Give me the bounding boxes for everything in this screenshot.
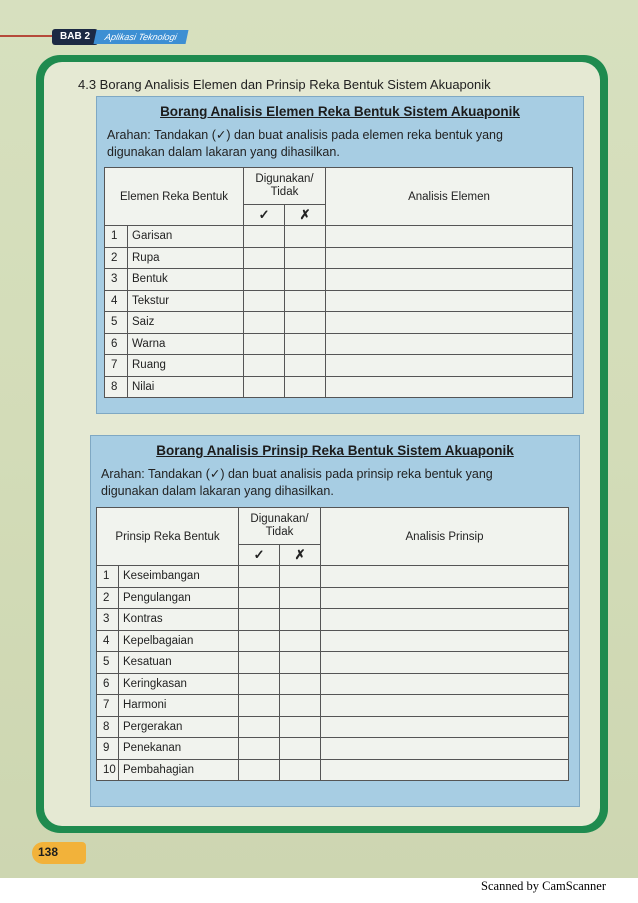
analysis-header: Analisis Prinsip xyxy=(321,508,569,566)
table-row xyxy=(105,355,573,377)
analysis-cell[interactable] xyxy=(321,587,569,609)
analysis-cell[interactable] xyxy=(326,355,573,377)
not-used-cell[interactable] xyxy=(280,609,321,631)
used-cell[interactable] xyxy=(244,376,285,398)
analysis-cell[interactable] xyxy=(326,333,573,355)
element-form-title: Borang Analisis Elemen Reka Bentuk Sistem Akuaponik xyxy=(160,104,520,119)
analysis-cell[interactable] xyxy=(321,759,569,781)
row-number: 8 xyxy=(105,376,128,398)
row-label: Kontras xyxy=(119,609,239,631)
table-row xyxy=(97,609,569,631)
row-number: 1 xyxy=(97,566,119,588)
analysis-cell[interactable] xyxy=(321,716,569,738)
table-row xyxy=(105,269,573,291)
row-number: 2 xyxy=(105,247,128,269)
analysis-cell[interactable] xyxy=(321,695,569,717)
table-row xyxy=(97,759,569,781)
table-row xyxy=(105,376,573,398)
not-used-cell[interactable] xyxy=(280,716,321,738)
table-row xyxy=(97,738,569,760)
used-cell[interactable] xyxy=(239,652,280,674)
table-row xyxy=(97,566,569,588)
not-used-cell[interactable] xyxy=(280,738,321,760)
row-label: Keseimbangan xyxy=(119,566,239,588)
table-row xyxy=(105,312,573,334)
analysis-cell[interactable] xyxy=(326,376,573,398)
not-used-cell[interactable] xyxy=(285,226,326,248)
check-header: ✓ xyxy=(244,205,285,226)
principle-table xyxy=(96,507,569,781)
analysis-header: Analisis Elemen xyxy=(326,168,573,226)
row-number: 3 xyxy=(105,269,128,291)
row-label: Bentuk xyxy=(128,269,244,291)
check-header: ✓ xyxy=(239,545,280,566)
not-used-cell[interactable] xyxy=(285,333,326,355)
analysis-cell[interactable] xyxy=(321,673,569,695)
not-used-cell[interactable] xyxy=(280,587,321,609)
table-row xyxy=(97,587,569,609)
row-label: Tekstur xyxy=(128,290,244,312)
section-title: 4.3 Borang Analisis Elemen dan Prinsip Reka Bentuk Sistem Akuaponik xyxy=(78,77,491,92)
row-label: Ruang xyxy=(128,355,244,377)
table-row xyxy=(97,630,569,652)
row-number: 7 xyxy=(105,355,128,377)
analysis-cell[interactable] xyxy=(326,290,573,312)
not-used-cell[interactable] xyxy=(285,312,326,334)
row-number: 5 xyxy=(105,312,128,334)
element-header: Elemen Reka Bentuk xyxy=(105,168,244,226)
row-label: Kepelbagaian xyxy=(119,630,239,652)
row-label: Nilai xyxy=(128,376,244,398)
chapter-name: Aplikasi Teknologi xyxy=(94,30,189,44)
used-cell[interactable] xyxy=(244,333,285,355)
row-number: 4 xyxy=(97,630,119,652)
page-number: 138 xyxy=(38,845,59,859)
analysis-cell[interactable] xyxy=(321,630,569,652)
row-number: 2 xyxy=(97,587,119,609)
used-cell[interactable] xyxy=(244,226,285,248)
not-used-cell[interactable] xyxy=(285,355,326,377)
used-header: Digunakan/ Tidak xyxy=(239,508,321,545)
analysis-cell[interactable] xyxy=(321,566,569,588)
not-used-cell[interactable] xyxy=(285,290,326,312)
used-cell[interactable] xyxy=(239,587,280,609)
row-number: 6 xyxy=(97,673,119,695)
table-row xyxy=(105,290,573,312)
analysis-cell[interactable] xyxy=(321,738,569,760)
used-cell[interactable] xyxy=(239,609,280,631)
not-used-cell[interactable] xyxy=(280,695,321,717)
cross-header: ✗ xyxy=(285,205,326,226)
principle-form-title: Borang Analisis Prinsip Reka Bentuk Sistem Akuaponik xyxy=(156,443,514,458)
not-used-cell[interactable] xyxy=(285,376,326,398)
row-label: Garisan xyxy=(128,226,244,248)
not-used-cell[interactable] xyxy=(280,652,321,674)
used-cell[interactable] xyxy=(244,269,285,291)
row-number: 1 xyxy=(105,226,128,248)
used-cell[interactable] xyxy=(244,290,285,312)
row-number: 4 xyxy=(105,290,128,312)
used-cell[interactable] xyxy=(244,312,285,334)
principle-form-instruction: Arahan: Tandakan (✓) dan buat analisis pada prinsip reka bentuk yang digunakan dalam lakaran yang dihasilkan. xyxy=(101,467,493,498)
row-label: Pembahagian xyxy=(119,759,239,781)
not-used-cell[interactable] xyxy=(280,566,321,588)
row-label: Pergerakan xyxy=(119,716,239,738)
principle-header: Prinsip Reka Bentuk xyxy=(97,508,239,566)
analysis-cell[interactable] xyxy=(321,652,569,674)
table-row xyxy=(105,226,573,248)
used-cell[interactable] xyxy=(239,759,280,781)
chapter-tag: BAB 2 xyxy=(52,29,98,45)
not-used-cell[interactable] xyxy=(285,269,326,291)
analysis-cell[interactable] xyxy=(326,269,573,291)
element-table xyxy=(104,167,573,398)
element-form-instruction: Arahan: Tandakan (✓) dan buat analisis pada elemen reka bentuk yang digunakan dalam lakaran yang dihasilkan. xyxy=(107,128,503,159)
table-row xyxy=(97,716,569,738)
row-number: 3 xyxy=(97,609,119,631)
row-label: Penekanan xyxy=(119,738,239,760)
analysis-cell[interactable] xyxy=(321,609,569,631)
used-cell[interactable] xyxy=(244,247,285,269)
scanner-watermark: Scanned by CamScanner xyxy=(481,879,606,893)
row-label: Rupa xyxy=(128,247,244,269)
chapter-rule xyxy=(0,35,60,37)
row-label: Kesatuan xyxy=(119,652,239,674)
used-cell[interactable] xyxy=(239,695,280,717)
used-header: Digunakan/ Tidak xyxy=(244,168,326,205)
table-row xyxy=(97,673,569,695)
row-label: Keringkasan xyxy=(119,673,239,695)
table-row xyxy=(97,695,569,717)
row-number: 10 xyxy=(97,759,119,781)
not-used-cell[interactable] xyxy=(280,673,321,695)
analysis-cell[interactable] xyxy=(326,312,573,334)
analysis-cell[interactable] xyxy=(326,247,573,269)
cross-header: ✗ xyxy=(280,545,321,566)
row-label: Saiz xyxy=(128,312,244,334)
not-used-cell[interactable] xyxy=(285,247,326,269)
row-number: 6 xyxy=(105,333,128,355)
row-number: 7 xyxy=(97,695,119,717)
used-cell[interactable] xyxy=(239,673,280,695)
row-label: Warna xyxy=(128,333,244,355)
analysis-cell[interactable] xyxy=(326,226,573,248)
not-used-cell[interactable] xyxy=(280,759,321,781)
table-row xyxy=(105,247,573,269)
used-cell[interactable] xyxy=(239,566,280,588)
row-number: 9 xyxy=(97,738,119,760)
table-row xyxy=(105,333,573,355)
row-number: 5 xyxy=(97,652,119,674)
used-cell[interactable] xyxy=(239,630,280,652)
used-cell[interactable] xyxy=(239,716,280,738)
row-label: Pengulangan xyxy=(119,587,239,609)
used-cell[interactable] xyxy=(244,355,285,377)
used-cell[interactable] xyxy=(239,738,280,760)
row-label: Harmoni xyxy=(119,695,239,717)
table-row xyxy=(97,652,569,674)
row-number: 8 xyxy=(97,716,119,738)
not-used-cell[interactable] xyxy=(280,630,321,652)
